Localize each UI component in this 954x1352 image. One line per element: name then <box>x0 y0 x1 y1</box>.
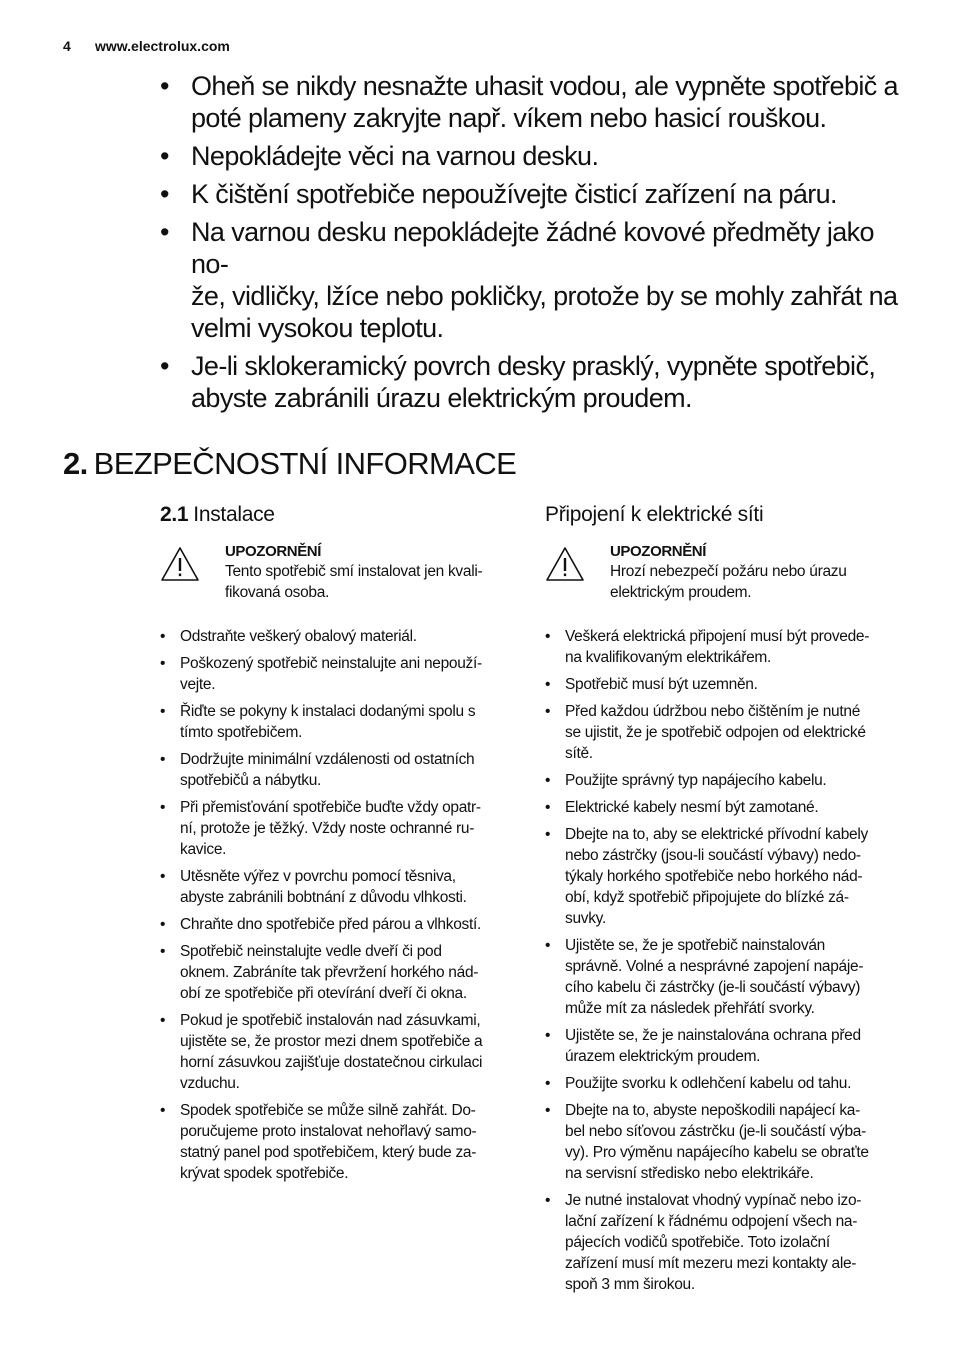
list-item-line: K čištění spotřebiče nepoužívejte čisticí zařízení na páru. <box>191 179 837 209</box>
warning-text <box>225 561 512 603</box>
electrical-column <box>545 503 897 1301</box>
list-item <box>545 1025 897 1067</box>
list-item-line: vzduchu. <box>180 1075 240 1092</box>
list-item-line: poručujeme proto instalovat nehořlavý samo- <box>180 1123 477 1140</box>
warning-line: fikovaná osoba. <box>225 584 330 601</box>
warning-line: elektrickým proudem. <box>610 584 752 601</box>
list-item <box>160 866 512 908</box>
list-item-line: může mít za následek přehřátí svorky. <box>565 1000 815 1017</box>
page-header <box>63 38 230 54</box>
bullet-marker: • <box>545 826 551 843</box>
list-item-line: Dbejte na to, aby se elektrické přívodní kabely <box>565 826 868 843</box>
list-item <box>160 626 512 647</box>
intro-list-item <box>160 70 900 134</box>
list-item-line: Použijte správný typ napájecího kabelu. <box>565 772 827 789</box>
list-item-line: Chraňte dno spotřebiče před párou a vlhkostí. <box>180 916 481 933</box>
list-item-line: Oheň se nikdy nesnažte uhasit vodou, ale vypněte spotřebič a <box>191 71 898 101</box>
bullet-marker: • <box>160 943 166 960</box>
list-item-line: Poškozený spotřebič neinstalujte ani nepouží- <box>180 655 482 672</box>
electrical-warning <box>545 542 897 604</box>
list-item-line: pájecích vodičů spotřebiče. Toto izolační <box>565 1234 830 1251</box>
list-item-line: správně. Volné a nesprávné zapojení napáje- <box>565 958 864 975</box>
list-item-line: poté plameny zakryjte např. víkem nebo hasicí rouškou. <box>191 103 827 133</box>
list-item-line: Spodek spotřebiče se může silně zahřát. Do- <box>180 1102 476 1119</box>
bullet-marker: • <box>160 868 166 885</box>
bullet-marker: • <box>160 71 169 101</box>
list-item-line: že, vidličky, lžíce nebo pokličky, protože by se mohly zahřát na <box>191 281 898 311</box>
list-item-line: spotřebičů a nábytku. <box>180 772 322 789</box>
list-item-line: úrazem elektrickým proudem. <box>565 1048 761 1065</box>
bullet-marker: • <box>160 628 166 645</box>
list-item-line: na kvalifikovaným elektrikářem. <box>565 649 772 666</box>
list-item-line: lační zařízení k řádnému odpojení všech na- <box>565 1213 858 1230</box>
list-item <box>160 1100 512 1184</box>
list-item <box>160 1010 512 1094</box>
warning-title: UPOZORNĚNÍ <box>610 543 707 560</box>
list-item-line: Nepokládejte věci na varnou desku. <box>191 141 599 171</box>
section-heading <box>63 446 516 482</box>
list-item-line: statný panel pod spotřebičem, který bude za- <box>180 1144 477 1161</box>
installation-bullet-list <box>160 626 512 1184</box>
list-item-line: velmi vysokou teplotu. <box>191 313 444 343</box>
intro-list-item <box>160 216 900 344</box>
list-item-line: se ujistit, že je spotřebič odpojen od elektrické <box>565 724 866 741</box>
bullet-marker: • <box>160 179 169 209</box>
bullet-marker: • <box>160 916 166 933</box>
list-item <box>545 797 897 818</box>
list-item-line: nebo zástrčky (jsou-li součástí výbavy) nedo- <box>565 847 861 864</box>
bullet-marker: • <box>160 751 166 768</box>
bullet-marker: • <box>545 937 551 954</box>
bullet-marker: • <box>545 1102 551 1119</box>
list-item-line: Před každou údržbou nebo čištěním je nutné <box>565 703 861 720</box>
subsection-title: Připojení k elektrické síti <box>545 503 764 526</box>
list-item <box>160 749 512 791</box>
bullet-marker: • <box>545 1075 551 1092</box>
bullet-marker: • <box>545 676 551 693</box>
list-item-line: oknem. Zabráníte tak převržení horkého nád- <box>180 964 479 981</box>
list-item-line: sítě. <box>565 745 593 762</box>
bullet-marker: • <box>160 703 166 720</box>
bullet-marker: • <box>160 799 166 816</box>
list-item-line: Je nutné instalovat vhodný vypínač nebo izo- <box>565 1192 862 1209</box>
bullet-marker: • <box>545 628 551 645</box>
list-item-line: obí ze spotřebiče při otevírání dveří či okna. <box>180 985 467 1002</box>
bullet-marker: • <box>160 141 169 171</box>
warning-title: UPOZORNĚNÍ <box>225 543 322 560</box>
list-item-line: Při přemisťování spotřebiče buďte vždy opatr- <box>180 799 481 816</box>
list-item <box>545 824 897 929</box>
page-number: 4 <box>63 38 71 54</box>
bullet-marker: • <box>545 799 551 816</box>
warning-triangle-icon <box>545 546 585 582</box>
list-item-line: Použijte svorku k odlehčení kabelu od tahu. <box>565 1075 852 1092</box>
bullet-marker: • <box>160 351 169 381</box>
list-item-line: vejte. <box>180 676 216 693</box>
list-item-line: horní zásuvkou zajišťuje dostatečnou cirkulaci <box>180 1054 483 1071</box>
list-item-line: ní, protože je těžký. Vždy noste ochranné ru- <box>180 820 475 837</box>
list-item-line: týkaly horkého spotřebiče nebo horkého nád- <box>565 868 863 885</box>
list-item <box>160 914 512 935</box>
bullet-marker: • <box>545 703 551 720</box>
electrical-subheading <box>545 503 897 530</box>
warning-triangle-icon <box>160 546 200 582</box>
installation-column <box>160 503 512 1190</box>
bullet-marker: • <box>545 1027 551 1044</box>
section-title: BEZPEČNOSTNÍ INFORMACE <box>93 446 517 481</box>
list-item-line: bel nebo síťovou zástrčku (je-li součástí výba- <box>565 1123 866 1140</box>
list-item <box>160 653 512 695</box>
list-item-line: Veškerá elektrická připojení musí být provede- <box>565 628 870 645</box>
bullet-marker: • <box>545 772 551 789</box>
list-item-line: suvky. <box>565 910 606 927</box>
list-item-line: Ujistěte se, že je spotřebič nainstalován <box>565 937 825 954</box>
list-item-line: cího kabelu či zástrčky (je-li součástí výbavy) <box>565 979 861 996</box>
list-item <box>545 1190 897 1295</box>
installation-subheading <box>160 503 512 530</box>
list-item-line: ujistěte se, že prostor mezi dnem spotřebiče a <box>180 1033 483 1050</box>
list-item-line: obí, když spotřebič připojujete do blízké zá- <box>565 889 849 906</box>
list-item <box>160 941 512 1004</box>
list-item-line: abyste zabránili bobtnání z důvodu vlhkosti. <box>180 889 467 906</box>
section-number: 2. <box>63 446 88 481</box>
list-item-line: Na varnou desku nepokládejte žádné kovové předměty jako no- <box>191 217 874 279</box>
subsection-number: 2.1 <box>160 503 189 526</box>
list-item-line: Odstraňte veškerý obalový materiál. <box>180 628 417 645</box>
list-item-line: Dodržujte minimální vzdálenosti od ostatních <box>180 751 475 768</box>
list-item <box>545 626 897 668</box>
list-item <box>545 701 897 764</box>
warning-text <box>610 561 897 603</box>
list-item-line: tímto spotřebičem. <box>180 724 303 741</box>
list-item-line: Elektrické kabely nesmí být zamotané. <box>565 799 819 816</box>
intro-list-item <box>160 178 900 210</box>
bullet-marker: • <box>545 1192 551 1209</box>
intro-bullet-list <box>160 70 900 420</box>
list-item-line: krývat spodek spotřebiče. <box>180 1165 349 1182</box>
list-item-line: Pokud je spotřebič instalován nad zásuvkami, <box>180 1012 481 1029</box>
list-item-line: Dbejte na to, abyste nepoškodili napájecí ka- <box>565 1102 860 1119</box>
list-item-line: Utěsněte výřez v povrchu pomocí těsniva, <box>180 868 456 885</box>
list-item-line: Spotřebič neinstalujte vedle dveří či pod <box>180 943 442 960</box>
warning-line: Tento spotřebič smí instalovat jen kvali- <box>225 563 483 580</box>
warning-line: Hrozí nebezpečí požáru nebo úrazu <box>610 563 847 580</box>
electrical-bullet-list <box>545 626 897 1295</box>
list-item-line: vy). Pro výměnu napájecího kabelu se obraťte <box>565 1144 869 1161</box>
bullet-marker: • <box>160 1012 166 1029</box>
list-item-line: Je-li sklokeramický povrch desky prasklý, vypněte spotřebič, <box>191 351 876 381</box>
list-item-line: Řiďte se pokyny k instalaci dodanými spolu s <box>180 703 476 720</box>
subsection-title: Instalace <box>193 503 275 526</box>
list-item-line: Spotřebič musí být uzemněn. <box>565 676 758 693</box>
list-item-line: spoň 3 mm širokou. <box>565 1276 695 1293</box>
list-item <box>545 935 897 1019</box>
list-item <box>160 797 512 860</box>
bullet-marker: • <box>160 655 166 672</box>
list-item <box>545 674 897 695</box>
list-item <box>160 701 512 743</box>
site-url: www.electrolux.com <box>95 38 230 54</box>
bullet-marker: • <box>160 217 169 247</box>
list-item-line: zařízení musí mít mezeru mezi kontakty ale- <box>565 1255 857 1272</box>
intro-list-item <box>160 350 900 414</box>
bullet-marker: • <box>160 1102 166 1119</box>
list-item-line: na servisní středisko nebo elektrikáře. <box>565 1165 814 1182</box>
installation-warning <box>160 542 512 604</box>
list-item-line: abyste zabránili úrazu elektrickým proudem. <box>191 383 692 413</box>
list-item <box>545 1100 897 1184</box>
intro-list-item <box>160 140 900 172</box>
list-item <box>545 1073 897 1094</box>
list-item <box>545 770 897 791</box>
list-item-line: kavice. <box>180 841 227 858</box>
list-item-line: Ujistěte se, že je nainstalována ochrana před <box>565 1027 861 1044</box>
